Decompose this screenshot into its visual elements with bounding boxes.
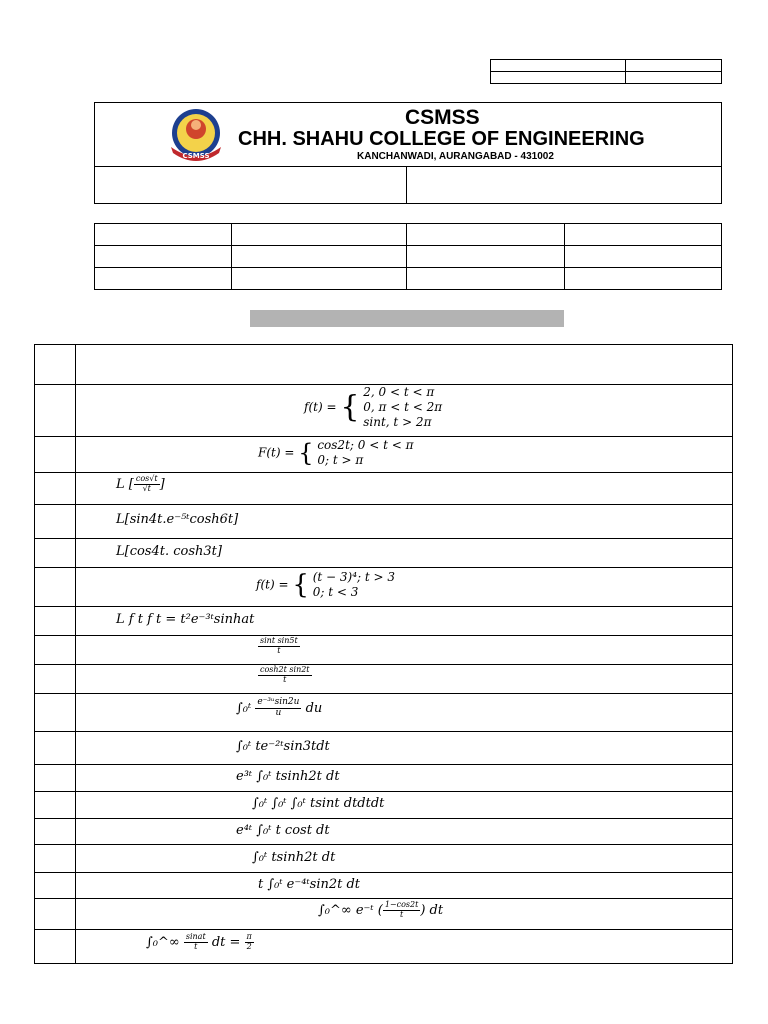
- question-row: t ∫₀ᵗ e⁻⁴ᵗsin2t dt: [76, 873, 733, 899]
- question-row: $\frac{\text{cosh2t sin2t}}{t}$: [76, 665, 733, 694]
- question-row: ∫₀ᵗ te⁻²ᵗsin3tdt: [76, 732, 733, 765]
- college-logo-icon: [165, 107, 227, 163]
- top-right-table: [490, 59, 722, 84]
- question-row: e³ᵗ ∫₀ᵗ tsinh2t dt: [76, 765, 733, 792]
- question-row: ∫₀^∞ $\frac{\text{sinat}}{t}$ dt = $\frac{\pi}{2}$: [76, 930, 733, 964]
- question-row: L [ $\frac{\cos√t}{√t}$ ]: [76, 473, 733, 505]
- svg-text:CSMSS: CSMSS: [182, 152, 210, 160]
- question-row: ∫₀ᵗ ∫₀ᵗ ∫₀ᵗ tsint dtdtdt: [76, 792, 733, 819]
- question-row: L[cos4t. cosh3t]: [76, 539, 733, 568]
- college-name: CHH. SHAHU COLLEGE OF ENGINEERING: [238, 128, 645, 150]
- questions-table: [34, 344, 733, 964]
- info-table: [94, 223, 722, 290]
- question-row: ∫₀ᵗ $\frac{\text{e⁻³ᵘsin2u}}{u}$ du: [76, 694, 733, 732]
- short-name: CSMSS: [405, 106, 480, 129]
- section-title-bar: [250, 310, 564, 327]
- question-row: F(t) = { cos2t; 0 < t < π 0; t > π: [76, 437, 733, 473]
- question-row: L[sin4t.e⁻⁵ᵗcosh6t]: [76, 505, 733, 539]
- question-row: ∫₀ᵗ tsinh2t dt: [76, 845, 733, 873]
- college-header: [94, 102, 722, 204]
- question-row: L f t f t = t²e⁻³ᵗsinhat: [76, 607, 733, 636]
- question-row: f(t) = { (t − 3)⁴; t > 3 0; t < 3: [76, 568, 733, 607]
- question-row: f(t) = { 2, 0 < t < π 0, π < t < 2π sint, t > 2π: [76, 385, 733, 437]
- college-address: KANCHANWADI, AURANGABAD - 431002: [357, 151, 554, 162]
- question-row: e⁴ᵗ ∫₀ᵗ t cost dt: [76, 819, 733, 845]
- question-row: $\frac{\text{sint sin5t}}{t}$: [76, 636, 733, 665]
- question-row: ∫₀^∞ e⁻ᵗ ( $\frac{1-\cos 2t}{t}$ ) dt: [76, 899, 733, 930]
